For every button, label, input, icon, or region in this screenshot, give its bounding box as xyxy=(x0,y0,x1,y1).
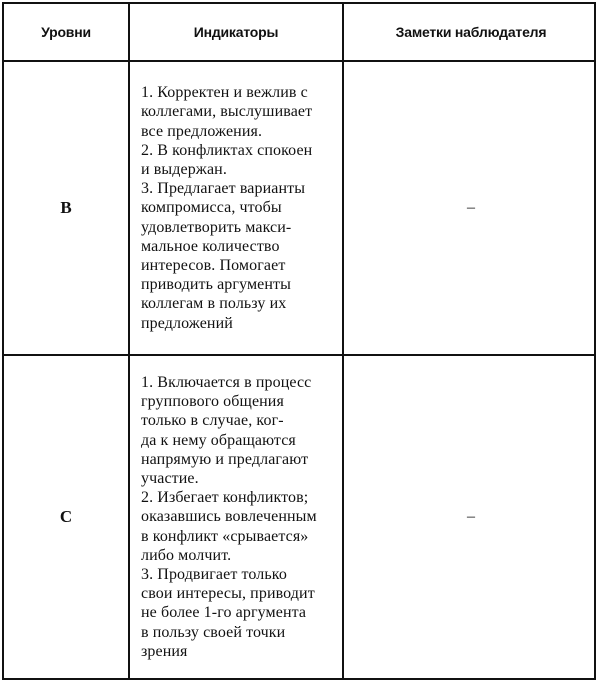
indicator-line: интересов. Помогает xyxy=(141,257,286,274)
indicator-line: свои интересы, приводит xyxy=(141,585,315,603)
indicator-line: компромисса, чтобы xyxy=(141,199,282,217)
table-header-row xyxy=(4,4,594,62)
header-observer-notes: Заметки наблюдателя xyxy=(395,24,547,40)
indicator-line: участие. xyxy=(141,469,199,487)
header-indicators: Индикаторы xyxy=(130,4,344,60)
indicator-line: 1. Включается в процесс xyxy=(141,373,312,391)
indicator-line: удовлетворить макси- xyxy=(141,218,292,236)
indicator-line: все предложения. xyxy=(141,122,263,140)
indicator-line: только в случае, ког- xyxy=(141,412,284,430)
indicator-line: 3. Предлагает варианты xyxy=(141,180,306,198)
observer-notes-cell: – xyxy=(467,508,475,525)
indicator-line: предложений xyxy=(141,314,233,332)
indicator-line: в конфликт «срывается» xyxy=(141,527,309,545)
indicator-line: зрения xyxy=(141,642,188,660)
indicator-line: коллегами, выслушивает xyxy=(141,103,313,121)
indicator-line: 2. Избегает конфликтов; xyxy=(141,489,309,507)
indicator-line: приводить аргументы xyxy=(141,276,291,294)
table-row xyxy=(4,62,594,356)
indicators-cell xyxy=(130,356,344,678)
indicator-line: да к нему обращаются xyxy=(141,431,296,449)
indicator-line: либо молчит. xyxy=(141,546,232,564)
indicator-line: группового общения xyxy=(141,393,284,411)
header-levels: Уровни xyxy=(4,4,130,60)
indicator-line: 1. Корректен и вежлив с xyxy=(141,84,308,102)
indicator-line: 3. Продвигает только xyxy=(141,566,287,583)
indicator-line: не более 1-го аргумента xyxy=(141,604,307,622)
indicator-line: коллегам в пользу их xyxy=(141,295,287,313)
indicator-line: в пользу своей точки xyxy=(141,623,286,641)
indicators-cell xyxy=(130,62,344,354)
indicator-line: 2. В конфликтах спокоен xyxy=(141,141,313,159)
indicator-line: напрямую и предлагают xyxy=(141,450,309,468)
indicator-line: и выдержан. xyxy=(141,160,227,178)
observer-notes-cell: – xyxy=(467,199,475,216)
table-row xyxy=(4,356,594,678)
indicator-line: мальное количество xyxy=(141,237,280,255)
level-label: C xyxy=(4,356,130,678)
indicator-line: оказавшись вовлеченным xyxy=(141,508,317,526)
level-label: B xyxy=(4,62,130,354)
observation-table xyxy=(2,2,596,680)
